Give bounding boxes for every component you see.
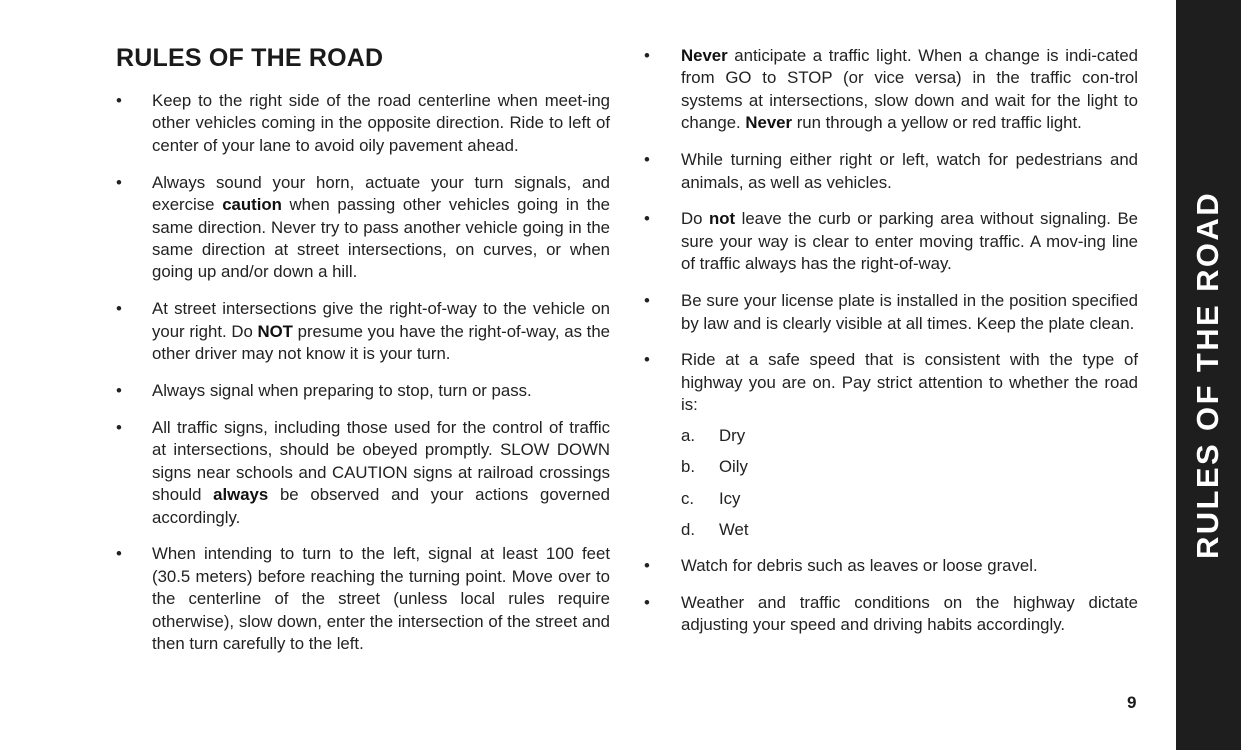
bullet-icon: • <box>644 291 650 311</box>
item-text: anticipate a traffic light. When a change is indi-cated from GO to STOP (or vice versa) in the traffic con-trol systems at intersections, slow down and wait for the light to change. <box>681 46 1138 133</box>
item-text: run through a yellow or red traffic light. <box>792 113 1082 133</box>
bullet-item <box>116 90 610 157</box>
bullet-icon: • <box>116 417 122 437</box>
bullet-item <box>644 592 1138 637</box>
item-text: Be sure your license plate is installed in the position specified by law and is clearly visible at all times. Keep the plate clean. <box>681 291 1138 333</box>
road-condition-list <box>644 425 1138 551</box>
right-column <box>644 45 1138 651</box>
bullet-icon: • <box>644 592 650 612</box>
bullet-icon: • <box>116 380 122 400</box>
sub-list-text: Wet <box>719 520 749 540</box>
item-text: While turning either right or left, watch for pedestrians and animals, as well as vehicles. <box>681 150 1138 192</box>
sub-list-letter: c. <box>681 488 695 508</box>
bullet-item <box>644 555 1138 577</box>
sub-list-letter: b. <box>681 457 695 477</box>
item-text: be observed and your actions governed accordingly. <box>152 485 610 527</box>
sub-list-letter: d. <box>681 520 695 540</box>
item-text: presume you have the right-of-way, as the other driver may not know it is your turn. <box>152 321 610 364</box>
emphasis-text: caution <box>222 195 282 215</box>
bullet-icon: • <box>116 91 122 110</box>
bullet-item <box>644 149 1138 194</box>
left-column <box>116 90 610 670</box>
bullet-item <box>644 290 1138 335</box>
item-text: when passing other vehicles going in the same direction. Never try to pass another vehicle going in the same direction at street intersections, on curves, or when going up and/or down a hill. <box>152 195 610 282</box>
side-tab <box>1176 0 1241 750</box>
bullet-icon: • <box>644 350 650 370</box>
item-text: Do <box>681 209 709 229</box>
emphasis-text: Never <box>745 113 793 133</box>
bullet-icon: • <box>644 46 650 65</box>
emphasis-text: always <box>213 485 269 505</box>
item-text: Keep to the right side of the road centerline when meet-ing other vehicles coming in the opposite direction. Ride to left of center of your lane to avoid oily pavement ahead. <box>152 91 610 155</box>
bullet-icon: • <box>116 299 122 319</box>
item-text: Always sound your horn, actuate your turn signals, and exercise <box>152 172 610 215</box>
bullet-icon: • <box>644 150 650 170</box>
bullet-icon: • <box>644 555 650 575</box>
page-title: RULES OF THE ROAD <box>116 44 384 72</box>
sub-list-item <box>644 425 1138 457</box>
emphasis-text: NOT <box>257 321 293 341</box>
sub-list-item <box>644 456 1138 488</box>
page-number: 9 <box>1127 693 1137 712</box>
bullet-item <box>116 380 610 402</box>
sub-list-text: Icy <box>719 488 741 508</box>
item-text: All traffic signs, including those used for the control of traffic at intersections, should be obeyed promptly. SLOW DOWN signs near schools and CAUTION signs at railroad crossings should <box>152 417 610 505</box>
sub-list-item <box>644 488 1138 520</box>
sub-list-text: Oily <box>719 457 748 477</box>
sub-list-text: Dry <box>719 425 746 445</box>
item-text: Watch for debris such as leaves or loose gravel. <box>681 555 1038 575</box>
bullet-icon: • <box>644 209 650 229</box>
bullet-item <box>116 172 610 284</box>
item-text: leave the curb or parking area without signaling. Be sure your way is clear to enter moving traffic. A mov-ing line of traffic always has the right-of-way. <box>681 209 1138 274</box>
bullet-item <box>644 208 1138 275</box>
bullet-icon: • <box>116 172 122 192</box>
bullet-item <box>116 543 610 655</box>
item-text: When intending to turn to the left, signal at least 100 feet (30.5 meters) before reaching the turning point. Move over to the centerline of the street (unless local rules require otherwise), slow down, enter the intersection of the street and then turn carefully to the left. <box>152 544 610 654</box>
emphasis-text: not <box>708 209 736 229</box>
bullet-icon: • <box>116 544 122 564</box>
sub-list-letter: a. <box>681 425 695 445</box>
bullet-item <box>116 298 610 365</box>
item-text: At street intersections give the right-of-way to the vehicle on your right. Do <box>152 299 610 341</box>
item-text: Ride at a safe speed that is consistent with the type of highway you are on. Pay strict attention to whether the road is: <box>681 350 1138 415</box>
bullet-item <box>644 349 1138 416</box>
bullet-item <box>116 417 610 529</box>
item-text: Always signal when preparing to stop, turn or pass. <box>152 380 532 400</box>
bullet-item <box>644 45 1138 135</box>
item-text: Weather and traffic conditions on the highway dictate adjusting your speed and driving habits accordingly. <box>681 592 1138 634</box>
sub-list-item <box>644 519 1138 551</box>
emphasis-text: Never <box>681 46 728 65</box>
side-tab-label: RULES OF THE ROAD <box>1190 190 1225 560</box>
